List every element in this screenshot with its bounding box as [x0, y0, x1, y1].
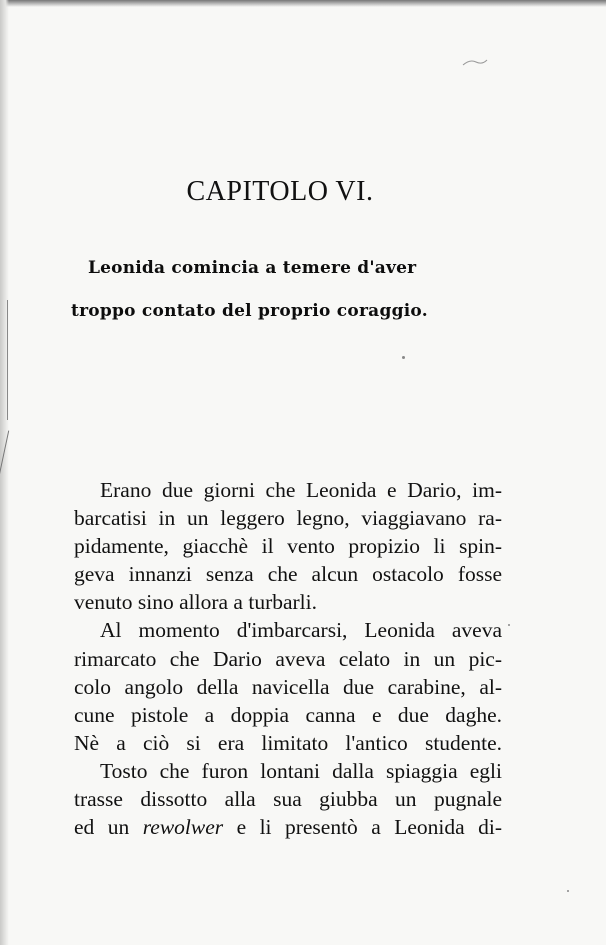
- text-line: barcatisi in un leggero legno, viaggiavano ra-: [74, 506, 502, 531]
- paper-speck: [567, 890, 569, 892]
- text-line: Nè a ciò si era limitato l'antico studente.: [74, 730, 502, 755]
- text-line: Tosto che furon lontani dalla spiaggia egli: [100, 758, 502, 783]
- italic-word: rewolwer: [142, 815, 224, 840]
- text-line: Al momento d'imbarcarsi, Leonida aveva: [100, 618, 502, 643]
- text-line: colo angolo della navicella due carabine, al-: [74, 674, 502, 699]
- margin-mark: [7, 300, 8, 420]
- chapter-title: CAPITOLO VI.: [186, 176, 374, 207]
- chapter-subtitle-line-1: Leonida comincia a temere d'aver: [88, 258, 417, 278]
- text-line: rimarcato che Dario aveva celato in un pic-: [74, 646, 502, 671]
- page-binding-edge: [0, 0, 9, 945]
- text-line: venuto sino allora a turbarli.: [74, 590, 317, 615]
- text-line: cune pistole a doppia canna e due daghe.: [74, 702, 502, 727]
- text-fragment: ed un: [74, 815, 130, 840]
- paper-speck: [402, 356, 405, 359]
- paper-speck: [508, 624, 510, 626]
- pencil-mark: [462, 56, 488, 68]
- chapter-subtitle-line-2: troppo contato del proprio coraggio.: [71, 301, 428, 321]
- text-line: pidamente, giacchè il vento propizio li spin-: [74, 534, 502, 559]
- text-line: geva innanzi senza che alcun ostacolo fosse: [74, 562, 502, 587]
- text-line: trasse dissotto alla sua giubba un pugnale: [74, 787, 502, 812]
- text-line: Erano due giorni che Leonida e Dario, im-: [100, 478, 502, 502]
- text-fragment: e li presentò a Leonida di-: [236, 815, 503, 840]
- page-top-edge-shadow: [0, 0, 606, 7]
- chapter-body-text: [74, 476, 502, 841]
- text-line-last: [74, 813, 502, 841]
